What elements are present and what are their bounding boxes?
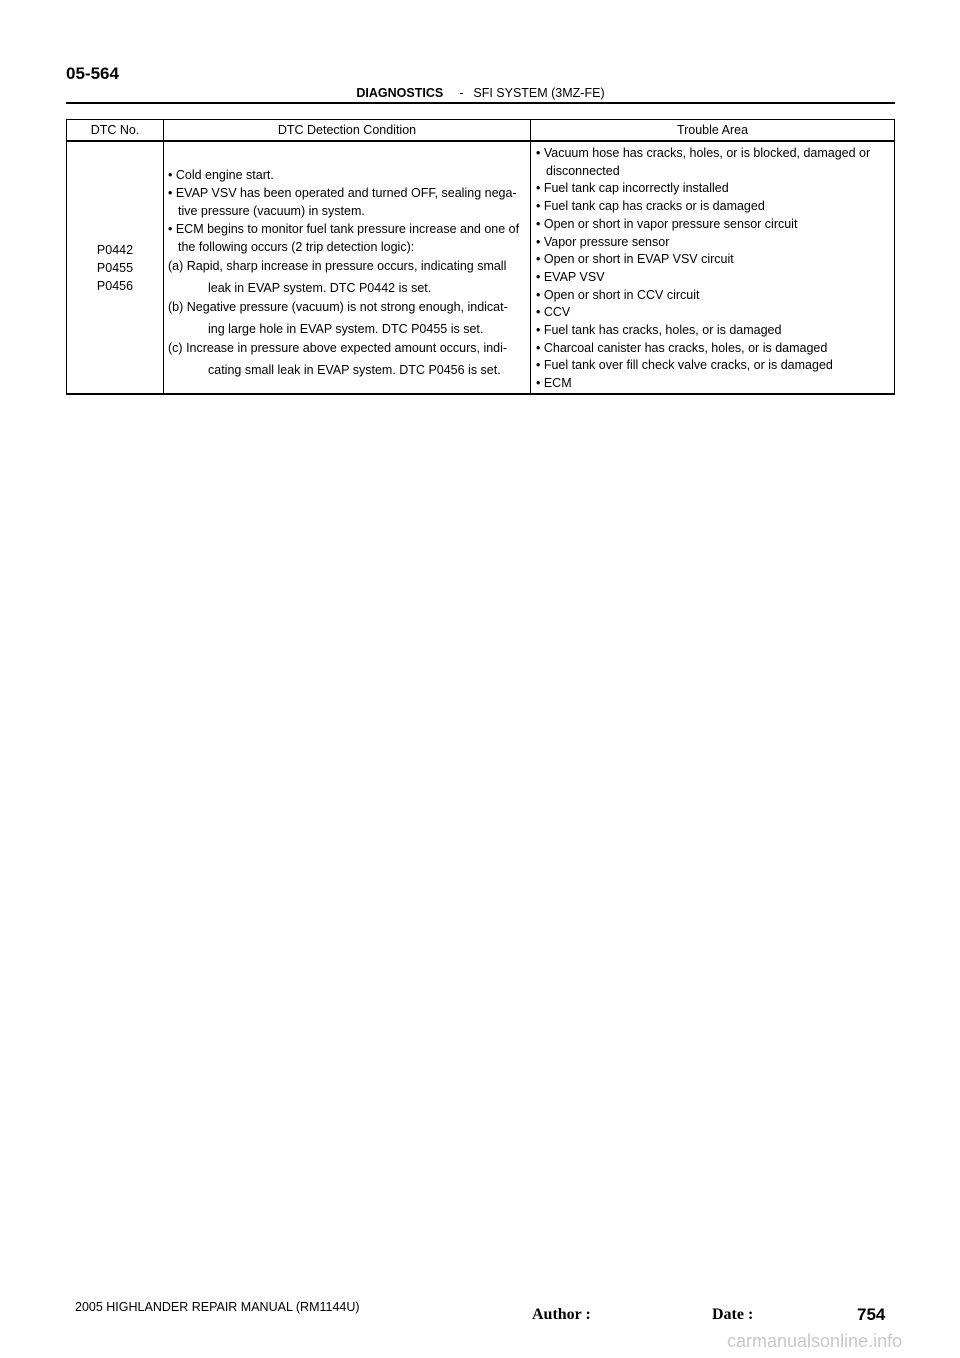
trouble-area-item: • Charcoal canister has cracks, holes, or is damaged (536, 340, 828, 355)
trouble-area-item: • EVAP VSV (536, 269, 605, 284)
watermark: carmanualsonline.info (727, 1331, 903, 1351)
trouble-area-item: • Open or short in CCV circuit (536, 287, 700, 302)
sub-condition-label: (b) (168, 300, 184, 314)
condition-item: • ECM begins to monitor fuel tank pressure increase and one of the following occurs (2 trip detection logic): (168, 222, 520, 254)
sub-condition-text: Increase in pressure above expected amount occurs, indi- (186, 341, 508, 355)
sub-condition-label: (c) (168, 341, 183, 355)
sub-condition-continuation: cating small leak in EVAP system. DTC P0456 is set. (208, 363, 501, 377)
section-header (66, 86, 895, 104)
trouble-area-cell (531, 141, 895, 394)
trouble-area-item: • Fuel tank over fill check valve cracks, or is damaged (536, 358, 833, 373)
trouble-area-item: • Vacuum hose has cracks, holes, or is blocked, damaged or disconnected (536, 146, 871, 178)
condition-item: • Cold engine start. (168, 168, 274, 182)
footer-author-label: Author : (532, 1306, 591, 1323)
footer-manual-title: 2005 HIGHLANDER REPAIR MANUAL (RM1144U) (75, 1300, 360, 1314)
sub-condition-item (168, 298, 522, 338)
trouble-area-item: • CCV (536, 305, 571, 320)
dtc-code: P0455 (96, 261, 134, 275)
trouble-area-item: • Fuel tank has cracks, holes, or is damaged (536, 323, 782, 338)
column-header-detection-condition: DTC Detection Condition (164, 120, 531, 142)
trouble-area-item: • Fuel tank cap incorrectly installed (536, 181, 729, 196)
sub-condition-label: (a) (168, 259, 184, 273)
trouble-area-item: • Vapor pressure sensor (536, 234, 670, 249)
trouble-area-item: • Open or short in EVAP VSV circuit (536, 252, 734, 267)
dtc-code: P0456 (96, 279, 134, 293)
trouble-area-item: • Open or short in vapor pressure sensor circuit (536, 216, 798, 231)
detection-condition-cell (164, 141, 531, 394)
sub-condition-continuation: ing large hole in EVAP system. DTC P0455 is set. (208, 322, 484, 336)
footer-date-label: Date : (712, 1306, 754, 1323)
sub-condition-text: Negative pressure (vacuum) is not strong enough, indicat- (186, 300, 508, 314)
dtc-table (66, 119, 895, 395)
column-header-trouble-area: Trouble Area (531, 120, 895, 142)
sub-condition-continuation: leak in EVAP system. DTC P0442 is set. (208, 281, 432, 295)
sub-condition-item (168, 257, 522, 297)
section-title: DIAGNOSTICS (356, 86, 444, 100)
page-number: 05-564 (66, 64, 119, 83)
sub-condition-text: Rapid, sharp increase in pressure occurs, indicating small (186, 259, 507, 273)
subsection-title: SFI SYSTEM (3MZ-FE) (473, 86, 605, 100)
trouble-area-item: • ECM (536, 376, 572, 391)
column-header-dtc-no: DTC No. (67, 120, 164, 142)
trouble-area-item: • Fuel tank cap has cracks or is damaged (536, 199, 765, 214)
sub-condition-item (168, 339, 522, 379)
footer-page-number: 754 (857, 1305, 886, 1324)
dtc-number-cell (67, 141, 164, 394)
table-header-row (67, 120, 895, 142)
dtc-code: P0442 (96, 243, 134, 257)
section-separator: - (459, 86, 464, 100)
condition-item: • EVAP VSV has been operated and turned OFF, sealing nega- tive pressure (vacuum) in system. (168, 186, 517, 218)
table-row (67, 141, 895, 394)
